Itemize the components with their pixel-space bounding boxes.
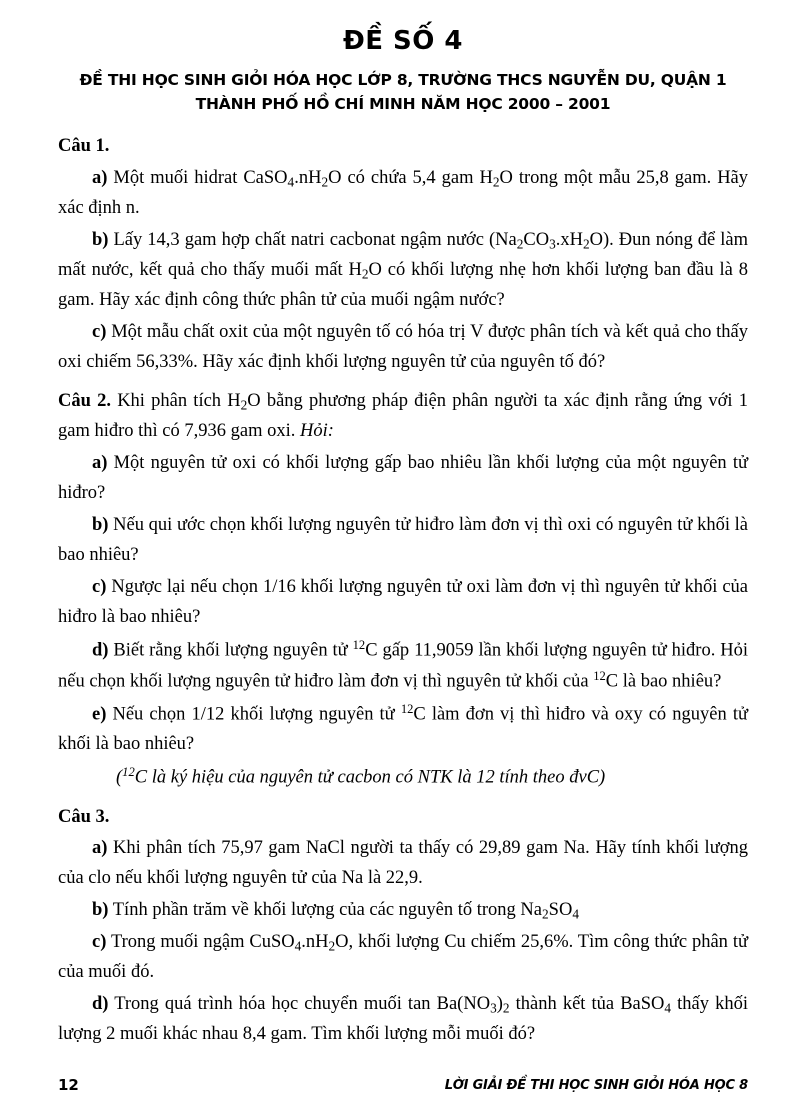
q2e-text-2: C làm đơn vị thì hiđro và oxy có nguyên tử khối là bao nhiêu? [58,704,749,755]
sub-2: 2 [321,174,329,190]
q3a-text: Khi phân tích 75,97 gam NaCl người ta thấy có 29,89 gam Na. Hãy tính khối lượng của clo nếu khối lượng nguyên tử của Na là 22,9. [58,838,748,889]
question-1-part-c [58,318,748,378]
q3d-text-1: Trong quá trình hóa học chuyển muối tan Ba(NO [114,994,491,1015]
part-label-b: b) [92,229,109,250]
q3b-text-2: SO [548,900,573,921]
superscript-12: 12 [593,668,606,683]
subtitle-line-1: ĐỀ THI HỌC SINH GIỎI HÓA HỌC LỚP 8, TRƯỜNG THCS NGUYỄN DU, QUẬN 1 [79,71,727,89]
page-title: ĐỀ SỐ 4 [342,26,464,56]
superscript-12: 12 [122,765,135,780]
q2-intro-1: Khi phân tích H [110,390,241,411]
page-content [58,26,748,1050]
q2d-text-2: C gấp 11,9059 lần khối lượng nguyên tử hiđro. Hỏi nếu chọn khối lượng nguyên tử hiđro làm đơn vị thì nguyên tử khối của [58,639,749,692]
q3c-text-2: .nH [301,932,329,953]
sub-2: 2 [516,236,524,252]
part-label-c: c) [92,932,107,953]
q1b-text-5: O có khối lượng nhẹ hơn khối lượng ban đầu là 8 gam. Hãy xác định công thức phân tử của muối ngậm nước? [58,259,748,310]
sub-4: 4 [294,939,302,955]
sub-2: 2 [502,1001,510,1017]
sub-3: 3 [549,236,556,252]
question-2-heading [58,387,748,447]
q1b-text-1: Lấy 14,3 gam hợp chất natri cacbonat ngậm nước (Na [113,229,517,250]
question-2-part-e [58,699,748,760]
question-1-heading [58,132,748,162]
sub-2: 2 [361,266,369,282]
q2-note-1: ( [116,767,123,788]
superscript-12: 12 [400,702,414,717]
q2-intro-2: O bằng phương pháp điện phân người ta xác định rằng ứng với 1 gam hiđro thì có 7,936 gam oxi. [58,390,748,441]
question-2-part-a [58,449,748,509]
q1a-text-1: Một muối hidrat CaSO [113,168,288,188]
q2a-text: Một nguyên tử oxi có khối lượng gấp bao nhiêu lần khối lượng của một nguyên tử hiđro? [58,452,749,503]
q2d-text-1: Biết rằng khối lượng nguyên tử [113,639,353,660]
exam-body [58,132,748,1050]
q3d-text-4: thấy khối lượng 2 muối khác nhau 8,4 gam. Tìm khối lượng mỗi muối đó? [58,994,748,1045]
exam-subtitle [58,68,748,116]
q3c-text-3: O, khối lượng Cu chiếm 25,6%. Tìm công thức phân tử của muối đó. [58,932,748,983]
q2-intro-italic: Hỏi: [300,420,334,441]
part-label-d: d) [92,994,109,1015]
page-footer [58,1072,748,1094]
q1a-text-3: O có chứa 5,4 gam H [328,168,493,188]
q1b-text-3: .xH [555,229,583,250]
question-1-label: Câu 1. [58,136,110,157]
question-2-part-c [58,573,748,633]
part-label-d: d) [92,639,109,660]
footer-book-title: LỜI GIẢI ĐỀ THI HỌC SINH GIỎI HÓA HỌC 8 [444,1078,748,1093]
question-2-part-d [58,635,748,698]
question-3-heading [58,803,748,833]
q1c-text: Một mẫu chất oxit của một nguyên tố có hóa trị V được phân tích và kết quả cho thấy oxi chiếm 56,33%. Hãy xác định khối lượng nguyên tử của nguyên tố đó? [58,321,749,372]
sub-2: 2 [240,397,248,413]
page-number: 12 [58,1076,79,1094]
question-2-note [58,762,748,793]
question-2-part-b [58,511,748,571]
question-3-label: Câu 3. [58,806,110,827]
part-label-b: b) [92,514,109,535]
q2b-text: Nếu qui ước chọn khối lượng nguyên tử hiđro làm đơn vị thì oxi có nguyên tử khối là bao nhiêu? [58,514,749,565]
question-3-part-b [58,896,748,926]
q1a-text-4: O trong một mẫu 25,8 gam. Hãy xác định n. [58,168,749,218]
q3d-text-2: ) [496,994,503,1015]
sub-4: 4 [664,1001,672,1017]
q1a-text-2: .nH [294,168,322,188]
question-1-part-a [58,164,748,224]
subtitle-line-2: THÀNH PHỐ HỒ CHÍ MINH NĂM HỌC 2000 – 2001 [195,95,611,114]
q3b-text-1: Tính phần trăm về khối lượng của các nguyên tố trong Na [112,900,543,921]
part-label-e: e) [92,704,107,725]
part-label-c: c) [92,321,107,342]
sub-4: 4 [572,907,579,923]
sub-2: 2 [492,174,500,190]
q2-note-2: C là ký hiệu của nguyên tử cacbon có NTK là 12 tính theo đvC) [134,767,606,788]
sub-3: 3 [490,1001,497,1017]
q2c-text: Ngược lại nếu chọn 1/16 khối lượng nguyên tử oxi làm đơn vị thì nguyên tử khối của hiđro là bao nhiêu? [58,576,749,627]
q3d-text-3: thành kết tủa BaSO [509,994,665,1015]
question-3-part-c [58,928,748,988]
question-3-part-a [58,834,748,894]
part-label-a: a) [92,168,108,188]
question-2-label: Câu 2. [58,390,111,411]
superscript-12: 12 [352,637,366,652]
sub-2: 2 [582,236,590,252]
q2d-text-3: C là bao nhiêu? [605,671,722,692]
sub-2: 2 [542,907,549,923]
question-3-part-d [58,990,748,1050]
question-1-part-b [58,226,748,316]
part-label-a: a) [92,838,108,859]
part-label-c: c) [92,576,107,597]
q1b-text-4: O). Đun nóng để làm mất nước, kết quả cho thấy muối mất H [58,229,748,280]
part-label-a: a) [92,452,108,473]
title-block [58,26,748,116]
q1b-text-2: CO [523,229,550,250]
sub-2: 2 [328,939,336,955]
part-label-b: b) [92,900,109,921]
sub-4: 4 [287,174,295,190]
q2e-text-1: Nếu chọn 1/12 khối lượng nguyên tử [112,704,401,725]
q3c-text-1: Trong muối ngậm CuSO [110,932,295,953]
